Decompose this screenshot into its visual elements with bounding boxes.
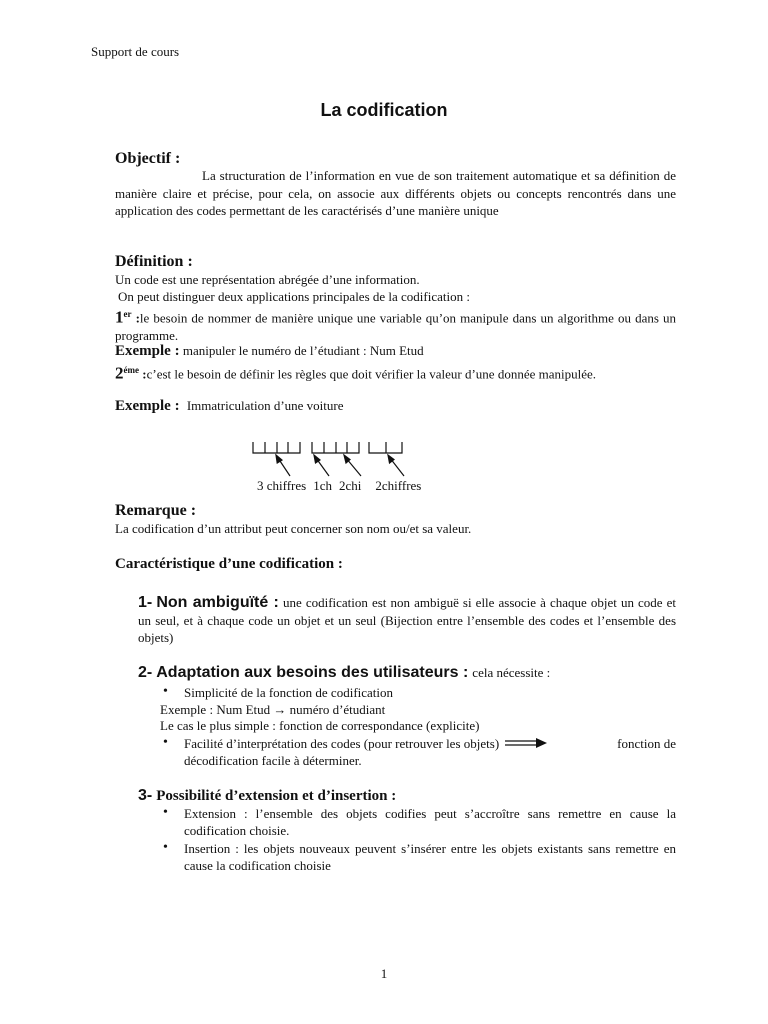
first-text: le besoin de nommer de manière unique une variable qu’on manipule dans un algorithme ou dans un programme. xyxy=(115,310,676,343)
section2-example: Exemple : Num Etud → numéro d’étudiant xyxy=(160,702,386,717)
pointer-arrows xyxy=(276,455,404,476)
section2-number: 2- xyxy=(138,664,153,681)
objectif-heading: Objectif : xyxy=(115,150,181,167)
first-number: 1 xyxy=(115,307,124,327)
group1-boxes xyxy=(253,442,300,453)
section3-title: Possibilité d’extension et d’insertion : xyxy=(156,788,397,804)
plate-labels xyxy=(257,478,421,494)
section2-suffix: cela nécessite : xyxy=(472,665,551,680)
page-number: 1 xyxy=(380,966,388,981)
section2-bullet2-part-c: décodification facile à déterminer. xyxy=(184,752,362,768)
definition-heading: Définition : xyxy=(115,253,193,270)
second-colon: : xyxy=(139,366,147,382)
first-superscript: er xyxy=(123,309,132,319)
section3-bullet-extension: • Extension : l’ensemble des objets codifies peut s’accroître sans remettre en cause la codification choisie. xyxy=(160,806,676,839)
section2-heading xyxy=(138,664,550,682)
section1-title: Non ambiguïté : xyxy=(156,594,279,611)
remarque-heading: Remarque : xyxy=(115,502,197,519)
section3-bullet-insertion: • Insertion : les objets nouveaux peuvent s’insérer entre les objets existants sans remettre en cause la codification choisie xyxy=(160,841,676,874)
group3-boxes xyxy=(369,442,402,453)
section2-bullet2-part-b: fonction de xyxy=(617,736,676,751)
plate-label-3-chiffres: 3 chiffres xyxy=(257,478,307,493)
section2-title: Adaptation aux besoins des utilisateurs : xyxy=(156,664,469,681)
plate-diagram xyxy=(240,436,420,484)
section2-bullet2-part-a: Facilité d’interprétation des codes (pour retrouver les objets) xyxy=(184,736,500,751)
definition-line2: On peut distinguer deux applications principales de la codification : xyxy=(118,289,470,304)
section1-number: 1- xyxy=(138,594,153,611)
second-application xyxy=(115,362,676,383)
objectif-text: La structuration de l’information en vue de son traitement automatique et sa définition de manière claire et précise, pour cela, on associe aux différents objets ou concepts rencontrés dans une application des codes permettant de les caractérisés d’une manière unique xyxy=(115,168,676,218)
second-text: c’est le besoin de définir les règles que doit vérifier la valeur d’une donnée manipulée. xyxy=(146,366,597,382)
double-arrow-icon xyxy=(504,737,548,749)
example1 xyxy=(115,343,424,360)
definition-line1: Un code est une représentation abrégée d’une information. xyxy=(115,272,420,287)
page-header: Support de cours xyxy=(91,44,180,59)
second-superscript: éme xyxy=(123,365,139,375)
section1-text: une codification est non ambiguë si elle associe à chaque objet un code et un seul, et à chaque code un objet et un seul (Bijection entre l’ensemble des codes et l’ensemble des objets) xyxy=(138,595,677,645)
section3-number: 3- xyxy=(138,787,153,804)
section1 xyxy=(138,594,676,647)
example2 xyxy=(115,398,344,415)
first-application xyxy=(115,306,676,344)
remarque-text: La codification d’un attribut peut concerner son nom ou/et sa valeur. xyxy=(115,521,472,536)
page-title: La codification xyxy=(320,100,448,120)
section2-bullet-simplicite: • Simplicité de la fonction de codification xyxy=(160,685,676,702)
plate-label-2chi: 2chi xyxy=(339,478,362,493)
example1-label: Exemple : xyxy=(115,343,180,359)
section3-heading xyxy=(138,787,396,805)
second-number: 2 xyxy=(115,363,124,383)
bullet-dot: • xyxy=(163,735,168,750)
example2-text: Immatriculation d’une voiture xyxy=(186,398,344,413)
example2-label: Exemple : xyxy=(115,398,180,414)
section2-bullets-a xyxy=(160,685,676,702)
group2-boxes xyxy=(312,442,359,453)
plate-label-2chiffres: 2chiffres xyxy=(375,478,422,493)
section2-case: Le cas le plus simple : fonction de correspondance (explicite) xyxy=(160,718,480,733)
first-colon: : xyxy=(131,310,140,326)
digit-boxes xyxy=(253,442,402,453)
section2-bullet-facilite xyxy=(160,736,676,769)
plate-label-1ch: 1ch xyxy=(313,478,332,493)
section3-bullets xyxy=(160,806,676,874)
example1-text: manipuler le numéro de l’étudiant : Num Etud xyxy=(182,343,424,358)
caracteristique-heading: Caractéristique d’une codification : xyxy=(115,556,343,572)
